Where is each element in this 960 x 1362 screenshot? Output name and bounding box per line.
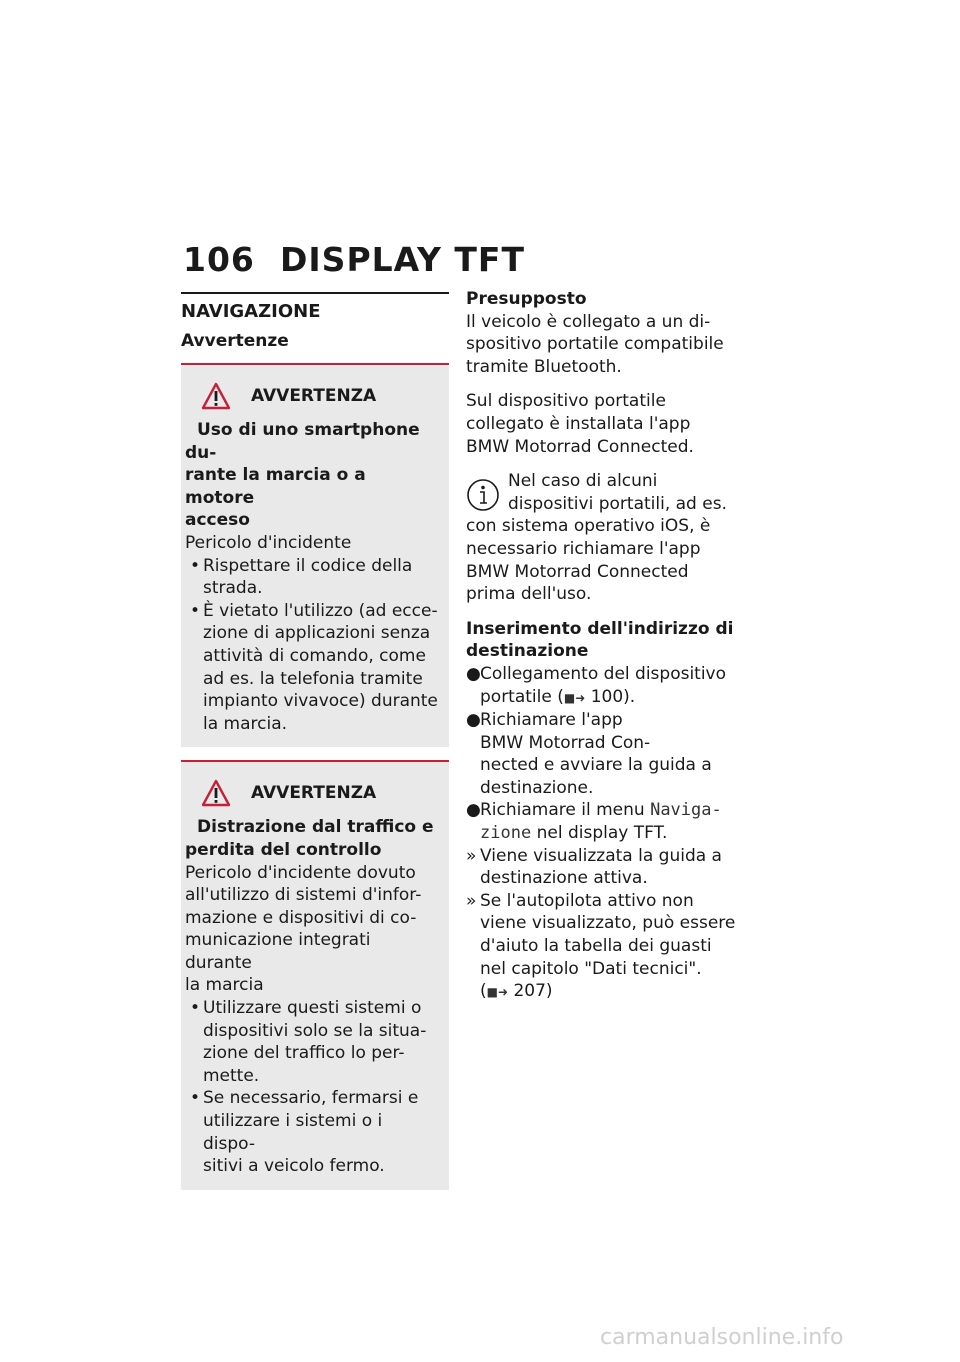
page-ref-arrow-icon: ■➜ [486, 985, 509, 1000]
page-ref[interactable]: 207) [513, 981, 553, 1002]
app-block [466, 390, 746, 458]
left-column [181, 292, 449, 1203]
warning-label: AVVERTENZA [251, 783, 377, 804]
warning-body: Pericolo d'incidente [185, 532, 352, 553]
step-item: ●Richiamare il menu Naviga- zione nel display TFT. [466, 800, 722, 844]
list-item: • Rispettare il codice della strada. [190, 555, 413, 599]
warning-bold-line: Uso di uno smartphone du- [185, 420, 420, 463]
section-title: NAVIGAZIONE [181, 301, 321, 322]
warning-body-line: la marcia [185, 975, 264, 996]
warning-triangle-icon [201, 381, 231, 411]
prereq-title: Presupposto [466, 289, 587, 309]
text-line: prima dell'uso. [466, 584, 592, 605]
page-header [183, 240, 525, 279]
entry-block [466, 618, 746, 663]
list-item: • Se necessario, fermarsi e utilizzare i sistemi o i dispo- sitivi a veicolo fermo. [190, 1088, 419, 1177]
text-line: spositivo portatile compatibile [466, 334, 724, 355]
prereq-block [466, 288, 746, 378]
warning-list [185, 555, 439, 736]
menu-name: zione [480, 823, 532, 844]
result-item: » Se l'autopilota attivo non viene visualizzato, può essere d'aiuto la tabella dei guasti nel capitolo "Dati tecnici". (■➜ 207) [466, 890, 736, 1002]
menu-name: Naviga- [650, 800, 722, 821]
warning-body-line: Pericolo d'incidente dovuto [185, 862, 416, 883]
warning-box-2 [181, 760, 449, 1190]
warning-list [185, 997, 439, 1178]
warning-body-line: mazione e dispositivi di co- [185, 907, 417, 928]
warning-bold-line: Distrazione dal traffico e [197, 817, 434, 838]
step-item: ●Collegamento del dispositivo portatile (■➜ 100). [466, 663, 727, 707]
sub-title: Avvertenze [181, 331, 289, 351]
warning-header [201, 776, 439, 810]
text-line: BMW Motorrad Connected. [466, 436, 694, 457]
warning-body-line: all'utilizzo di sistemi d'infor- [185, 885, 422, 906]
page-number: 106 [183, 240, 255, 279]
section-rule [181, 292, 449, 294]
page-title: DISPLAY TFT [280, 240, 525, 279]
warning-bold-line: acceso [185, 510, 250, 531]
text-line: Sul dispositivo portatile [466, 391, 666, 412]
list-item: • Utilizzare questi sistemi o dispositivi solo se la situa- zione del traffico lo per- mette. [190, 998, 427, 1086]
info-icon [466, 478, 500, 512]
steps-list [466, 663, 746, 1004]
warning-body-line: municazione integrati durante [185, 930, 371, 973]
watermark: carmanualsonline.info [600, 1325, 844, 1350]
page-ref[interactable]: 100). [590, 686, 636, 707]
warning-box-1 [181, 363, 449, 747]
info-note [466, 470, 746, 606]
warning-header [201, 379, 439, 413]
list-item: • È vietato l'utilizzo (ad ecce- zione di applicazioni senza attività di comando, come ad es. la telefonia tramite impianto vivavoce) durante la marcia. [190, 600, 438, 734]
page-ref-arrow-icon: ■➜ [563, 690, 586, 705]
right-column [466, 288, 746, 1004]
text-line: Nel caso di alcuni [508, 471, 658, 492]
text-line: necessario richiamare l'app [466, 538, 701, 559]
text-line: collegato è installata l'app [466, 413, 691, 434]
entry-title-line: Inserimento dell'indirizzo di [466, 618, 734, 639]
entry-title-line: destinazione [466, 641, 589, 662]
text-line: dispositivi portatili, ad es. [508, 493, 727, 514]
warning-bold-line: rante la marcia o a motore [185, 465, 366, 508]
result-item: » Viene visualizzata la guida a destinazione attiva. [466, 845, 722, 889]
warning-bold-line: perdita del controllo [185, 839, 382, 860]
text-line: Il veicolo è collegato a un di- [466, 311, 711, 332]
warning-triangle-icon [201, 778, 231, 808]
warning-label: AVVERTENZA [251, 385, 377, 406]
text-line: tramite Bluetooth. [466, 356, 622, 377]
text-line: con sistema operativo iOS, è [466, 516, 711, 537]
info-row [466, 470, 746, 515]
step-item: ●Richiamare l'app BMW Motorrad Con- nected e avviare la guida a destinazione. [466, 710, 712, 798]
text-line: BMW Motorrad Connected [466, 561, 689, 582]
